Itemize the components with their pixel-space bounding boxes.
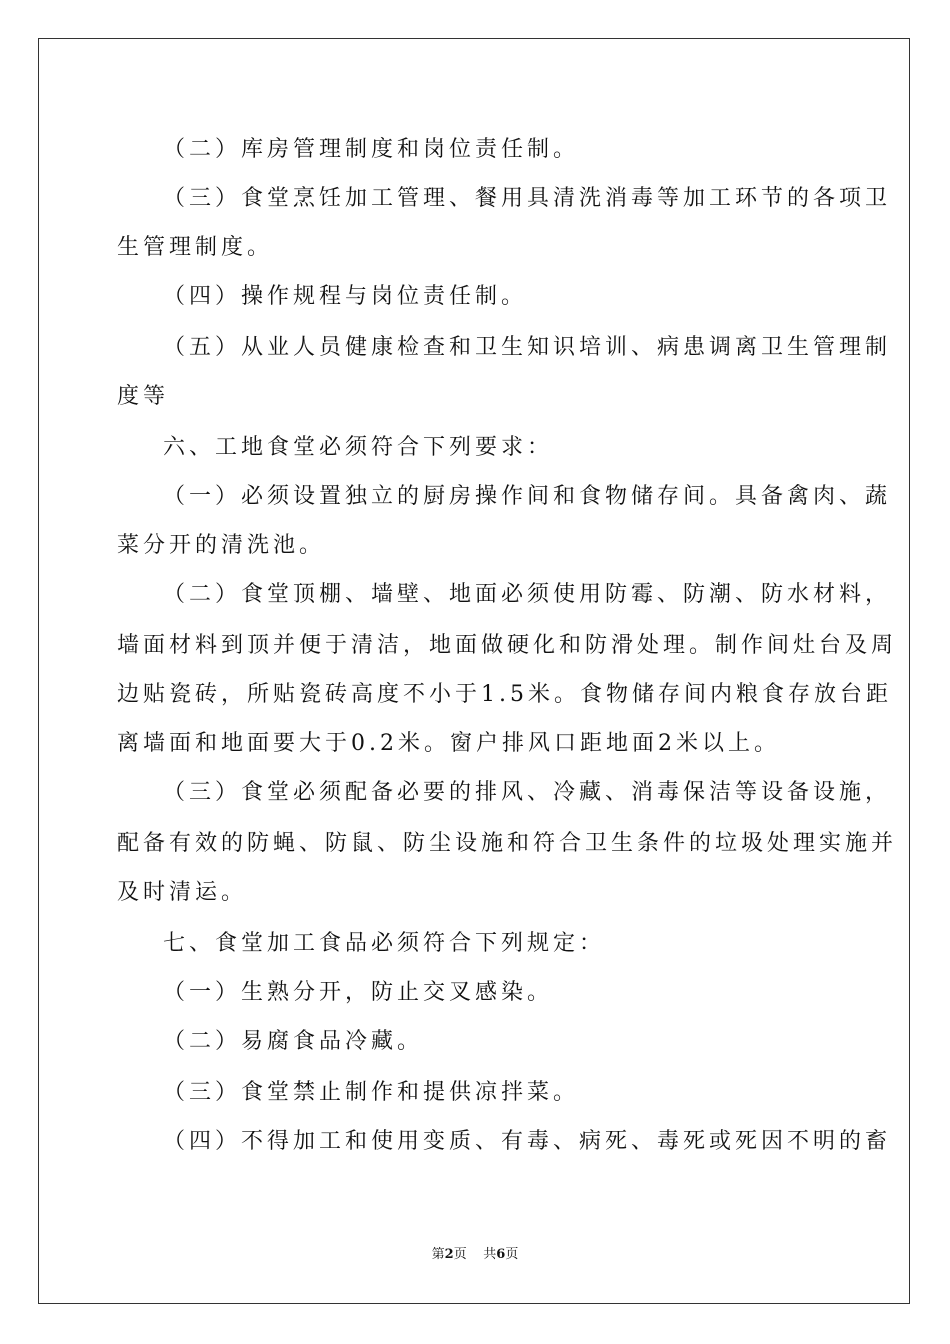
paragraph-line: （三）食堂禁止制作和提供凉拌菜。 [163, 1080, 580, 1105]
paragraph-line: 边贴瓷砖，所贴瓷砖高度不小于1.5米。食物储存间内粮食存放台距 [117, 682, 892, 707]
page-number-label: 第2页 [431, 1247, 467, 1262]
paragraph-line: （三）食堂必须配备必要的排风、冷藏、消毒保洁等设备设施， [163, 780, 892, 805]
paragraph-line: 生管理制度。 [117, 235, 274, 260]
paragraph-line: （五）从业人员健康检查和卫生知识培训、病患调离卫生管理制 [163, 335, 892, 360]
paragraph-line: （一）生熟分开，防止交叉感染。 [163, 980, 554, 1005]
paragraph-line: 度等 [117, 384, 170, 409]
paragraph-line: 墙面材料到顶并便于清洁，地面做硬化和防滑处理。制作间灶台及周 [117, 633, 898, 658]
paragraph-line: （四）不得加工和使用变质、有毒、病死、毒死或死因不明的畜 [163, 1129, 892, 1154]
paragraph-line: （二）易腐食品冷藏。 [163, 1029, 424, 1054]
paragraph-line: （三）食堂烹饪加工管理、餐用具清洗消毒等加工环节的各项卫 [163, 186, 892, 211]
paragraph-line: （二）库房管理制度和岗位责任制。 [163, 137, 580, 162]
section-heading: 六、工地食堂必须符合下列要求： [163, 435, 554, 460]
paragraph-line: （四）操作规程与岗位责任制。 [163, 284, 528, 309]
paragraph-line: 菜分开的清洗池。 [117, 533, 326, 558]
paragraph-line: 及时清运。 [117, 880, 248, 905]
total-pages: 6 [496, 1247, 506, 1262]
paragraph-line: 离墙面和地面要大于0.2米。窗户排风口距地面2米以上。 [117, 731, 780, 756]
page-footer [0, 1246, 950, 1264]
total-pages-label: 共6页 [483, 1247, 519, 1262]
paragraph-line: （二）食堂顶棚、墙壁、地面必须使用防霉、防潮、防水材料， [163, 582, 892, 607]
paragraph-line: 配备有效的防蝇、防鼠、防尘设施和符合卫生条件的垃圾处理实施并 [117, 831, 898, 856]
paragraph-line: （一）必须设置独立的厨房操作间和食物储存间。具备禽肉、蔬 [163, 484, 892, 509]
section-heading: 七、食堂加工食品必须符合下列规定： [163, 931, 606, 956]
page-border [38, 38, 910, 1304]
page-number: 2 [444, 1247, 454, 1262]
